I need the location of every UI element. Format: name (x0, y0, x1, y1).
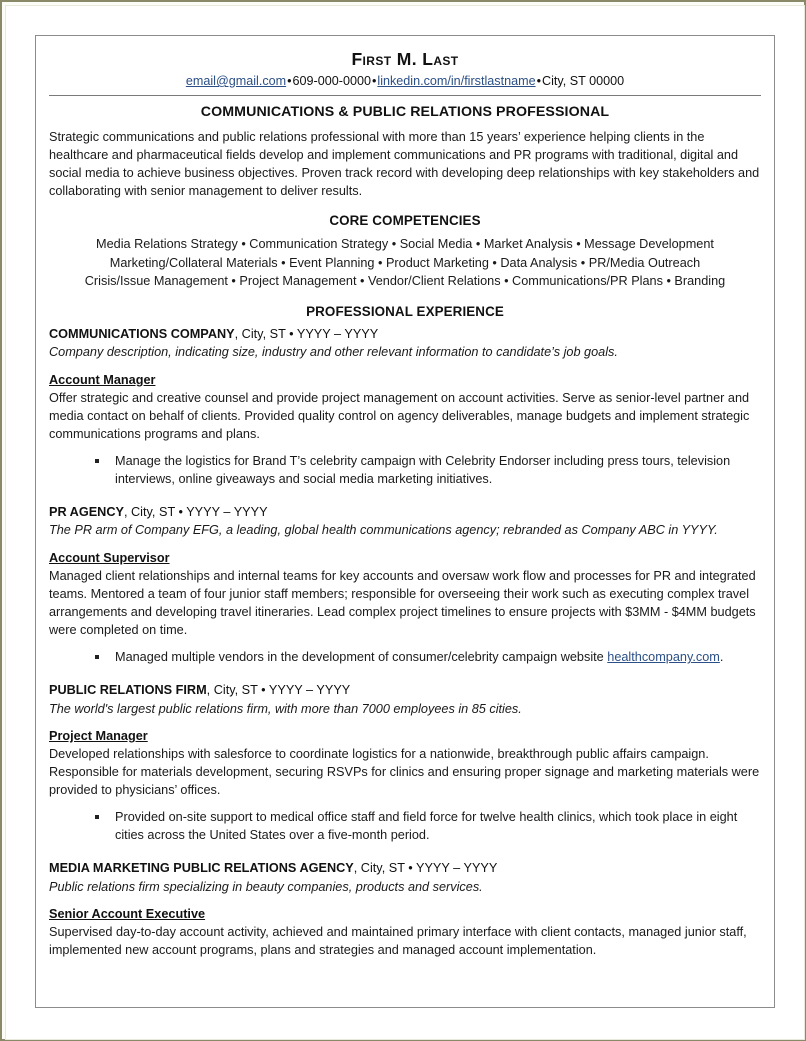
job-title-row (49, 371, 761, 389)
professional-experience-heading: PROFESSIONAL EXPERIENCE (306, 303, 504, 319)
job-body-text: Developed relationships with salesforce to coordinate logistics for a nationwide, breakthrough public affairs campaign. Responsible for materials development, securing RSVPs for clinics and ensuring proper signage and marketing materials were provided to physicians’ offices. (49, 747, 760, 798)
core-competencies-heading: CORE COMPETENCIES (329, 213, 481, 229)
summary-paragraph: Strategic communications and public relations professional with more than 15 years’ experience helping clients in the healthcare and pharmaceutical fields develop and implement communications and PR programs with traditional, digital and social media to achieve business objectives. Proven track record with developing deep relationships with key stakeholders and collaborating with senior management to deliver results. (49, 130, 760, 199)
job-body-text: Supervised day-to-day account activity, achieved and maintained primary interface with client contacts, managed junior staff, implemented new account programs, plans and strategies and managed account implementation. (49, 925, 747, 958)
core-competencies-list (49, 235, 761, 290)
job-company-line (49, 504, 761, 522)
email-link[interactable]: email@gmail.com (185, 74, 287, 88)
job-company-description: The world's largest public relations firm, with more than 7000 employees in 85 cities. (49, 701, 522, 716)
job-location-dates: , City, ST • YYYY – YYYY (206, 683, 351, 698)
job-company-name: PUBLIC RELATIONS FIRM (49, 683, 207, 698)
resume-document (35, 35, 775, 1008)
location-text: City, ST 00000 (542, 74, 625, 88)
headline-title: COMMUNICATIONS & PUBLIC RELATIONS PROFESSIONAL (200, 104, 610, 121)
job-title-row (49, 549, 761, 567)
candidate-name: First M. Last (351, 49, 459, 69)
experience-entry (49, 504, 761, 666)
job-title-row (49, 905, 761, 923)
experience-entry (49, 860, 761, 959)
bullet-inline-link[interactable]: healthcompany.com (607, 650, 720, 665)
phone-number: 609-000-0000 (292, 74, 371, 88)
job-company-description: The PR arm of Company EFG, a leading, global health communications agency; rebranded as Company ABC in YYYY. (49, 523, 718, 538)
linkedin-link[interactable]: linkedin.com/in/firstlastname (377, 74, 536, 88)
job-body-text: Managed client relationships and internal teams for key accounts and oversaw work flow and processes for PR and integrated teams. Mentored a team of four junior staff members; responsible for overseeing their work such as executing complex travel arrangements and developing travel itineraries. Lead complex project timelines to ensure projects with $3MM - $4MM budgets were completed on time. (49, 568, 756, 638)
job-company-line (49, 326, 761, 344)
job-company-name: PR AGENCY (49, 504, 124, 519)
job-company-line (49, 682, 761, 700)
job-title: Senior Account Executive (49, 907, 206, 922)
job-location-dates: , City, ST • YYYY – YYYY (353, 861, 498, 876)
competency-line: Marketing/Collateral Materials • Event Planning • Product Marketing • Data Analysis • PR/Media Outreach (109, 255, 701, 270)
job-title-row (49, 727, 761, 745)
job-company-name: COMMUNICATIONS COMPANY (49, 326, 235, 341)
job-title: Account Supervisor (49, 550, 170, 565)
header-divider (49, 95, 761, 96)
job-bullet-item: Managed multiple vendors in the development of consumer/celebrity campaign website healthcompany.com. (95, 648, 761, 666)
experience-entry (49, 326, 761, 488)
contact-separator-1: • (287, 74, 292, 88)
experience-entry (49, 682, 761, 844)
experience-list (49, 326, 761, 960)
job-location-dates: , City, ST • YYYY – YYYY (234, 326, 379, 341)
job-bullet-list (49, 452, 761, 488)
competency-line: Crisis/Issue Management • Project Management • Vendor/Client Relations • Communications/PR Plans • Branding (84, 274, 726, 289)
contact-separator-3: • (536, 74, 541, 88)
job-location-dates: , City, ST • YYYY – YYYY (123, 504, 268, 519)
job-title: Project Manager (49, 729, 148, 744)
job-company-line (49, 860, 761, 878)
contact-separator-2: • (371, 74, 377, 88)
job-bullet-list (49, 808, 761, 844)
job-body-text: Offer strategic and creative counsel and provide project management on account activities. Serve as senior-level partner and media contact on behalf of clients. Provided quality control on agency deliverables, manage budgets and implement strategic communications programs and plans. (49, 390, 750, 441)
job-title: Account Manager (49, 372, 156, 387)
job-company-description: Public relations firm specializing in beauty companies, products and services. (49, 879, 483, 894)
contact-line (49, 73, 761, 89)
job-bullet-list (49, 648, 761, 666)
job-company-name: MEDIA MARKETING PUBLIC RELATIONS AGENCY (49, 861, 354, 876)
job-company-description: Company description, indicating size, industry and other relevant information to candidate’s job goals. (49, 345, 618, 360)
competency-line: Media Relations Strategy • Communication Strategy • Social Media • Market Analysis • Message Development (96, 237, 714, 252)
job-bullet-item: Provided on-site support to medical office staff and field force for twelve health clinics, which took place in eight cities across the United States over a five-month period. (95, 808, 761, 844)
job-bullet-item: Manage the logistics for Brand T’s celebrity campaign with Celebrity Endorser including press tours, television interviews, online giveaways and social media marketing initiatives. (95, 452, 761, 488)
